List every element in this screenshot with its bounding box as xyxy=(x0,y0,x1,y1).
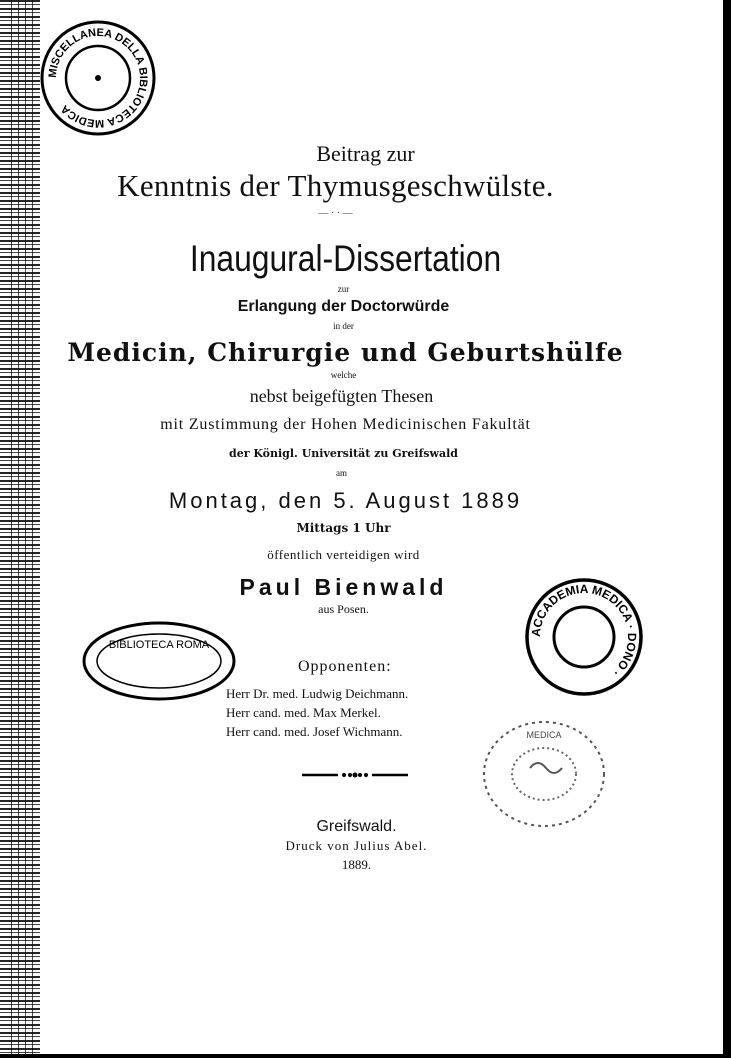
dissertation-heading: Inaugural-Dissertation xyxy=(189,238,502,279)
defend-line: öffentlich verteidigen wird xyxy=(267,547,420,562)
author-name: Paul Bienwald xyxy=(239,574,448,600)
opponent-1: Herr Dr. med. Ludwig Deichmann. xyxy=(226,686,409,701)
word-zur: zur xyxy=(337,284,350,294)
imprint-printer: Druck von Julius Abel. xyxy=(285,838,428,853)
title-separator: — · · — xyxy=(318,208,353,219)
page-edge-bottom xyxy=(0,1054,731,1058)
purpose-line: Erlangung der Doctorwürde xyxy=(237,298,450,315)
imprint-year: 1889. xyxy=(341,857,372,872)
opponent-2: Herr cand. med. Max Merkel. xyxy=(226,705,381,720)
stamp-top-left-text: MISCELLANEA DELLA BIBLIOTECA MEDICA xyxy=(46,26,150,130)
theses-line: nebst beigefügten Thesen xyxy=(249,386,434,406)
stamp-right-text: ACCADEMIA MEDICA · DONO · xyxy=(528,581,640,680)
word-welche: welche xyxy=(330,370,357,380)
library-stamp-oval xyxy=(80,618,238,704)
faded-stamp-text: MEDICA xyxy=(526,730,562,740)
fields-line: Medicin, Chirurgie und Geburtshülfe xyxy=(67,338,624,367)
university-line: der Königl. Universität zu Greifswald xyxy=(229,447,458,460)
consent-line: mit Zustimmung der Hohen Medicinischen Fakultät xyxy=(160,416,531,433)
library-stamp-top-left xyxy=(38,18,158,138)
ornamental-rule xyxy=(300,768,410,782)
stamp-oval-text: BIBLIOTECA ROMA xyxy=(108,639,210,651)
academy-stamp xyxy=(523,576,645,698)
imprint-city: Greifswald. xyxy=(316,818,397,835)
author-origin: aus Posen. xyxy=(318,602,369,616)
title-line-1: Beitrag zur xyxy=(316,141,415,166)
time-line: Mittags 1 Uhr xyxy=(296,521,391,535)
opponents-heading: Opponenten: xyxy=(298,658,392,675)
date-line: Montag, den 5. August 1889 xyxy=(168,488,523,513)
word-am: am xyxy=(336,468,347,478)
opponent-3: Herr cand. med. Josef Wichmann. xyxy=(226,724,403,739)
title-line-2: Kenntnis der Thymusgeschwülste. xyxy=(117,168,554,203)
word-in-der: in der xyxy=(333,321,354,331)
faded-stamp xyxy=(480,718,608,830)
